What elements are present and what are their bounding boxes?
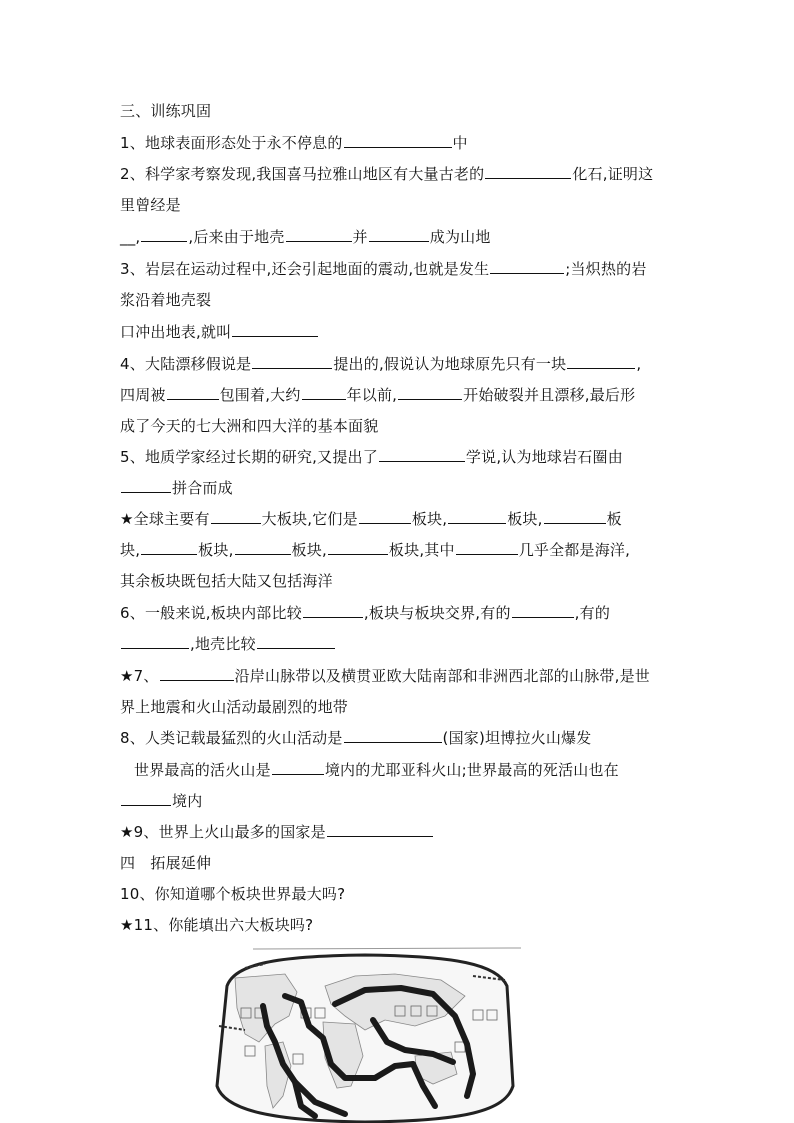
plates-question-line-3: 其余板块既包括大陆又包括海洋 [120,572,333,590]
question-3-line-1: 3、岩层在运动过程中,还会引起地面的震动,也就是发生 ;当炽热的岩 [120,260,647,278]
question-8-line-2: 世界最高的活火山是 境内的尤耶亚科火山;世界最高的死活山也在 [134,761,619,779]
answer-blank[interactable] [257,634,335,649]
question-11: ★11、你能填出六大板块吗? [120,916,314,934]
answer-blank[interactable] [567,354,635,369]
question-10: 10、你知道哪个板块世界最大吗? [120,885,346,903]
answer-blank[interactable] [369,227,429,242]
answer-blank[interactable] [160,666,234,681]
answer-blank[interactable] [328,540,388,555]
answer-blank[interactable] [544,509,606,524]
question-7-line-2: 界上地震和火山活动最剧烈的地带 [120,698,349,716]
answer-blank[interactable] [286,227,352,242]
section-3-heading: 三、训练巩固 [120,102,212,120]
answer-blank[interactable] [327,822,433,837]
answer-blank[interactable] [167,385,219,400]
answer-blank[interactable] [232,322,318,337]
question-4-line-2: 四周被 包围着,大约 年以前, 开始破裂并且漂移,最后形 [120,386,636,404]
section-4-heading: 四 拓展延伸 [120,854,212,872]
answer-blank[interactable] [344,133,452,148]
question-8-line-1: 8、人类记载最猛烈的火山活动是 (国家)坦博拉火山爆发 [120,729,592,747]
answer-blank[interactable] [448,509,506,524]
plate-map-figure [205,946,525,1123]
question-5-line-2: 拼合而成 [120,478,684,498]
answer-blank[interactable] [121,478,171,493]
question-5-line-1: 5、地质学家经过长期的研究,又提出了 学说,认为地球岩石圈由 [120,448,623,466]
question-4-line-3: 成了今天的七大洲和四大洋的基本面貌 [120,417,379,435]
answer-blank[interactable] [490,259,564,274]
question-9: ★9、世界上火山最多的国家是 [120,822,684,842]
question-2-line-2: 里曾经是 [120,196,181,214]
question-3-line-2: 浆沿着地壳裂 [120,291,212,309]
answer-blank[interactable] [512,603,574,618]
question-1: 1、地球表面形态处于永不停息的 中 [120,134,468,152]
question-2-line-3: __, ,后来由于地壳 并 成为山地 [120,228,491,246]
answer-blank[interactable] [141,227,187,242]
answer-blank[interactable] [121,791,171,806]
answer-blank[interactable] [398,385,462,400]
question-8-line-3: 境内 [120,791,684,811]
answer-blank[interactable] [141,540,197,555]
question-6-line-2: ,地壳比较 [120,634,684,654]
world-plate-map [205,946,525,1123]
map-top-rule [253,948,521,949]
plates-question-line-2: 块, 板块, 板块, 板块,其中 几乎全都是海洋, [120,541,631,559]
answer-blank[interactable] [121,634,189,649]
answer-blank[interactable] [302,385,346,400]
answer-blank[interactable] [211,509,261,524]
plates-question-line-1: ★全球主要有 大板块,它们是 板块, 板块, 板 [120,510,622,528]
answer-blank[interactable] [359,509,411,524]
answer-blank[interactable] [456,540,518,555]
question-4-line-1: 4、大陆漂移假说是 提出的,假说认为地球原先只有一块 , [120,355,642,373]
answer-blank[interactable] [303,603,363,618]
answer-blank[interactable] [344,728,442,743]
question-7-line-1: ★7、 沿岸山脉带以及横贯亚欧大陆南部和非洲西北部的山脉带,是世 [120,667,650,685]
answer-blank[interactable] [272,760,324,775]
question-2-line-1: 2、科学家考察发现,我国喜马拉雅山地区有大量古老的 化石,证明这 [120,165,654,183]
question-3-line-3: 口冲出地表,就叫 [120,322,684,342]
answer-blank[interactable] [235,540,291,555]
question-6-line-1: 6、一般来说,板块内部比较 ,板块与板块交界,有的 ,有的 [120,604,611,622]
answer-blank[interactable] [485,164,571,179]
answer-blank[interactable] [252,354,332,369]
answer-blank[interactable] [379,447,465,462]
